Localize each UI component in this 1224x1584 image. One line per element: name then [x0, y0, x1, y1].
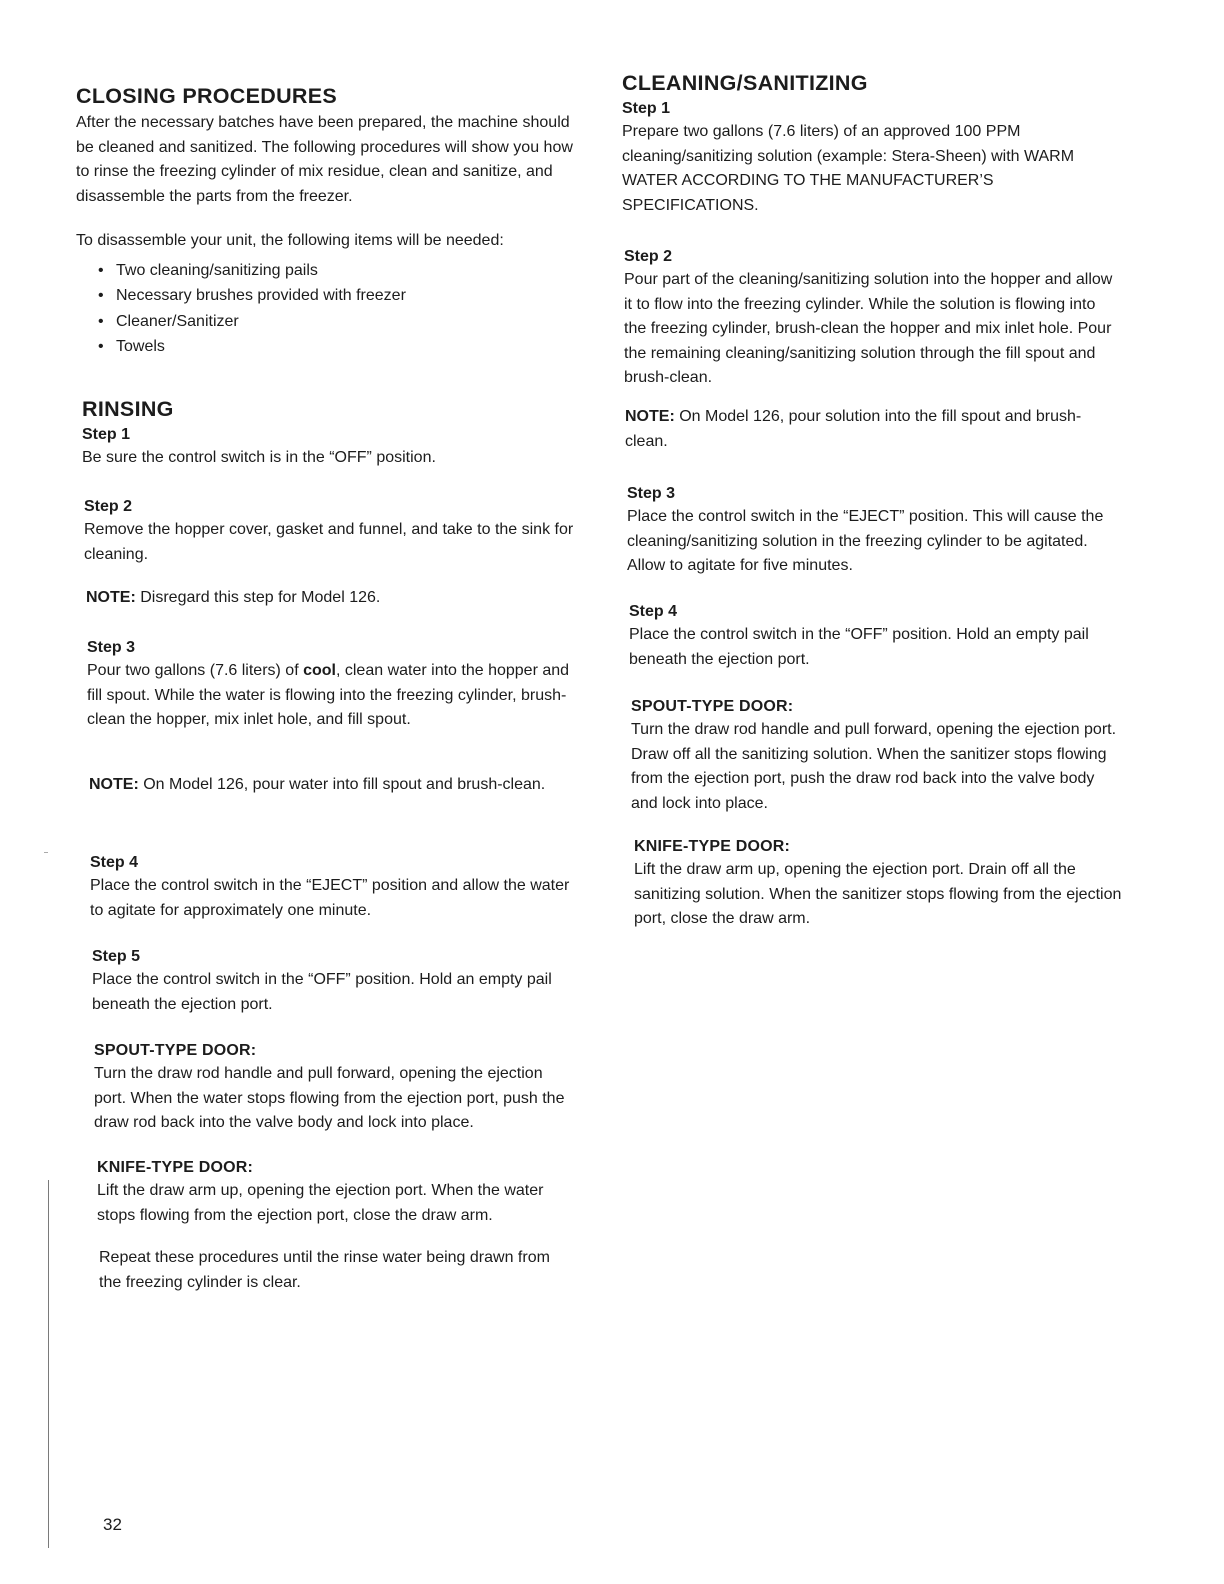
cleaning-knife-door [634, 836, 1122, 932]
rinsing-heading: RINSING [82, 397, 174, 421]
rinsing-note2 [89, 773, 576, 798]
scan-margin-line [48, 1180, 49, 1548]
cleaning-step2 [624, 246, 1122, 391]
note-label: NOTE: [89, 776, 139, 793]
spout-door-heading: SPOUT-TYPE DOOR: [94, 1042, 257, 1059]
rinsing-step2-label: Step 2 [84, 498, 133, 515]
knife-door-heading: KNIFE-TYPE DOOR: [634, 838, 791, 855]
knife-door-heading: KNIFE-TYPE DOOR: [97, 1159, 254, 1176]
spout-door-text: Turn the draw rod handle and pull forward, opening the ejection port. Draw off all the sanitizing solution. When the sanitizer stops flowing from the ejection port, push the draw rod back into the valve body and lock into place. [631, 721, 1117, 812]
note-label: NOTE: [625, 408, 675, 425]
note-label: NOTE: [86, 589, 136, 606]
rinsing-step1-label: Step 1 [82, 426, 131, 443]
closing-intro: After the necessary batches have been prepared, the machine should be cleaned and sanitized. The following procedures will show you how to rinse the freezing cylinder of mix residue, clean and sanitize, and disassemble the parts from the freezer. [76, 114, 573, 205]
cleaning-step3-text: Place the control switch in the “EJECT” position. This will cause the cleaning/sanitizing solution in the freezing cylinder to be agitated. Allow to agitate for five minutes. [627, 508, 1104, 574]
rinsing-step3 [87, 637, 576, 733]
spout-door-text: Turn the draw rod handle and pull forward, opening the ejection port. When the water stops flowing from the ejection port, push the draw rod back into the valve body and lock into place. [94, 1065, 565, 1131]
cleaning-step3-label: Step 3 [627, 485, 676, 502]
knife-door-text: Lift the draw arm up, opening the ejection port. Drain off all the sanitizing solution. When the sanitizer stops flowing from the ejection port, close the draw arm. [634, 861, 1122, 927]
cleaning-step4 [629, 601, 1122, 672]
list-item: • Towels [76, 334, 576, 360]
rinsing-step5 [92, 946, 576, 1017]
list-item: • Cleaner/Sanitizer [76, 309, 576, 335]
rinsing-step2-text: Remove the hopper cover, gasket and funnel, and take to the sink for cleaning. [84, 521, 574, 563]
rinsing-step4 [90, 852, 576, 923]
cleaning-heading: CLEANING/SANITIZING [622, 71, 868, 95]
rinsing-step4-text: Place the control switch in the “EJECT” position and allow the water to agitate for approximately one minute. [90, 877, 570, 919]
cleaning-step2-text: Pour part of the cleaning/sanitizing solution into the hopper and allow it to flow into the freezing cylinder. While the solution is flowing into the freezing cylinder, brush-clean the hopper and mix inlet hole. Pour the remaining cleaning/sanitizing solution through the fill spout and brush-clean. [624, 271, 1113, 386]
closing-procedures-heading: CLOSING PROCEDURES [76, 84, 338, 108]
cleaning-step4-label: Step 4 [629, 603, 678, 620]
note-text: On Model 126, pour solution into the fill spout and brush-clean. [625, 408, 1082, 450]
emphasis-cool: cool [303, 662, 336, 679]
cleaning-section [622, 70, 1122, 218]
closing-procedures-section [76, 83, 576, 209]
cleaning-step1-label: Step 1 [622, 100, 671, 117]
rinsing-spout-door [94, 1040, 576, 1136]
rinsing-knife-door [97, 1157, 576, 1228]
rinsing-step5-label: Step 5 [92, 948, 141, 965]
cleaning-step2-label: Step 2 [624, 248, 673, 265]
note-text: On Model 126, pour water into fill spout and brush-clean. [138, 776, 546, 793]
items-list [76, 258, 576, 360]
rinsing-step3-text: Pour two gallons (7.6 liters) of cool, clean water into the hopper and fill spout. While the water is flowing into the freezing cylinder, brush-clean the hopper, mix inlet hole, and fill spout. [87, 662, 570, 728]
items-intro: To disassemble your unit, the following items will be needed: [76, 232, 504, 249]
rinsing-step1-text: Be sure the control switch is in the “OFF” position. [82, 449, 436, 466]
items-needed [76, 229, 576, 360]
knife-door-text: Lift the draw arm up, opening the ejection port. When the water stops flowing from the ejection port, close the draw arm. [97, 1182, 544, 1224]
cleaning-step1-text: Prepare two gallons (7.6 liters) of an approved 100 PPM cleaning/sanitizing solution (example: Stera-Sheen) with WARM WATER ACCORDING TO THE MANUFACTURER’S SPECIFICATIONS. [622, 123, 1075, 214]
note-text: Disregard this step for Model 126. [135, 589, 381, 606]
scan-speck [44, 852, 48, 853]
cleaning-note [625, 405, 1122, 454]
spout-door-heading: SPOUT-TYPE DOOR: [631, 698, 794, 715]
rinsing-repeat [99, 1246, 576, 1295]
cleaning-spout-door [631, 696, 1122, 816]
page-number: 32 [103, 1515, 122, 1534]
rinsing-step5-text: Place the control switch in the “OFF” position. Hold an empty pail beneath the ejection port. [92, 971, 552, 1013]
cleaning-step4-text: Place the control switch in the “OFF” position. Hold an empty pail beneath the ejection port. [629, 626, 1089, 668]
rinsing-step3-label: Step 3 [87, 639, 136, 656]
rinsing-step2 [84, 496, 576, 567]
rinsing-step4-label: Step 4 [90, 854, 139, 871]
rinsing-note1 [86, 586, 576, 611]
repeat-text: Repeat these procedures until the rinse water being drawn from the freezing cylinder is clear. [99, 1249, 550, 1291]
rinsing-section [82, 396, 576, 471]
list-item: • Two cleaning/sanitizing pails [76, 258, 576, 284]
list-item: • Necessary brushes provided with freezer [76, 283, 576, 309]
cleaning-step3 [627, 483, 1122, 579]
